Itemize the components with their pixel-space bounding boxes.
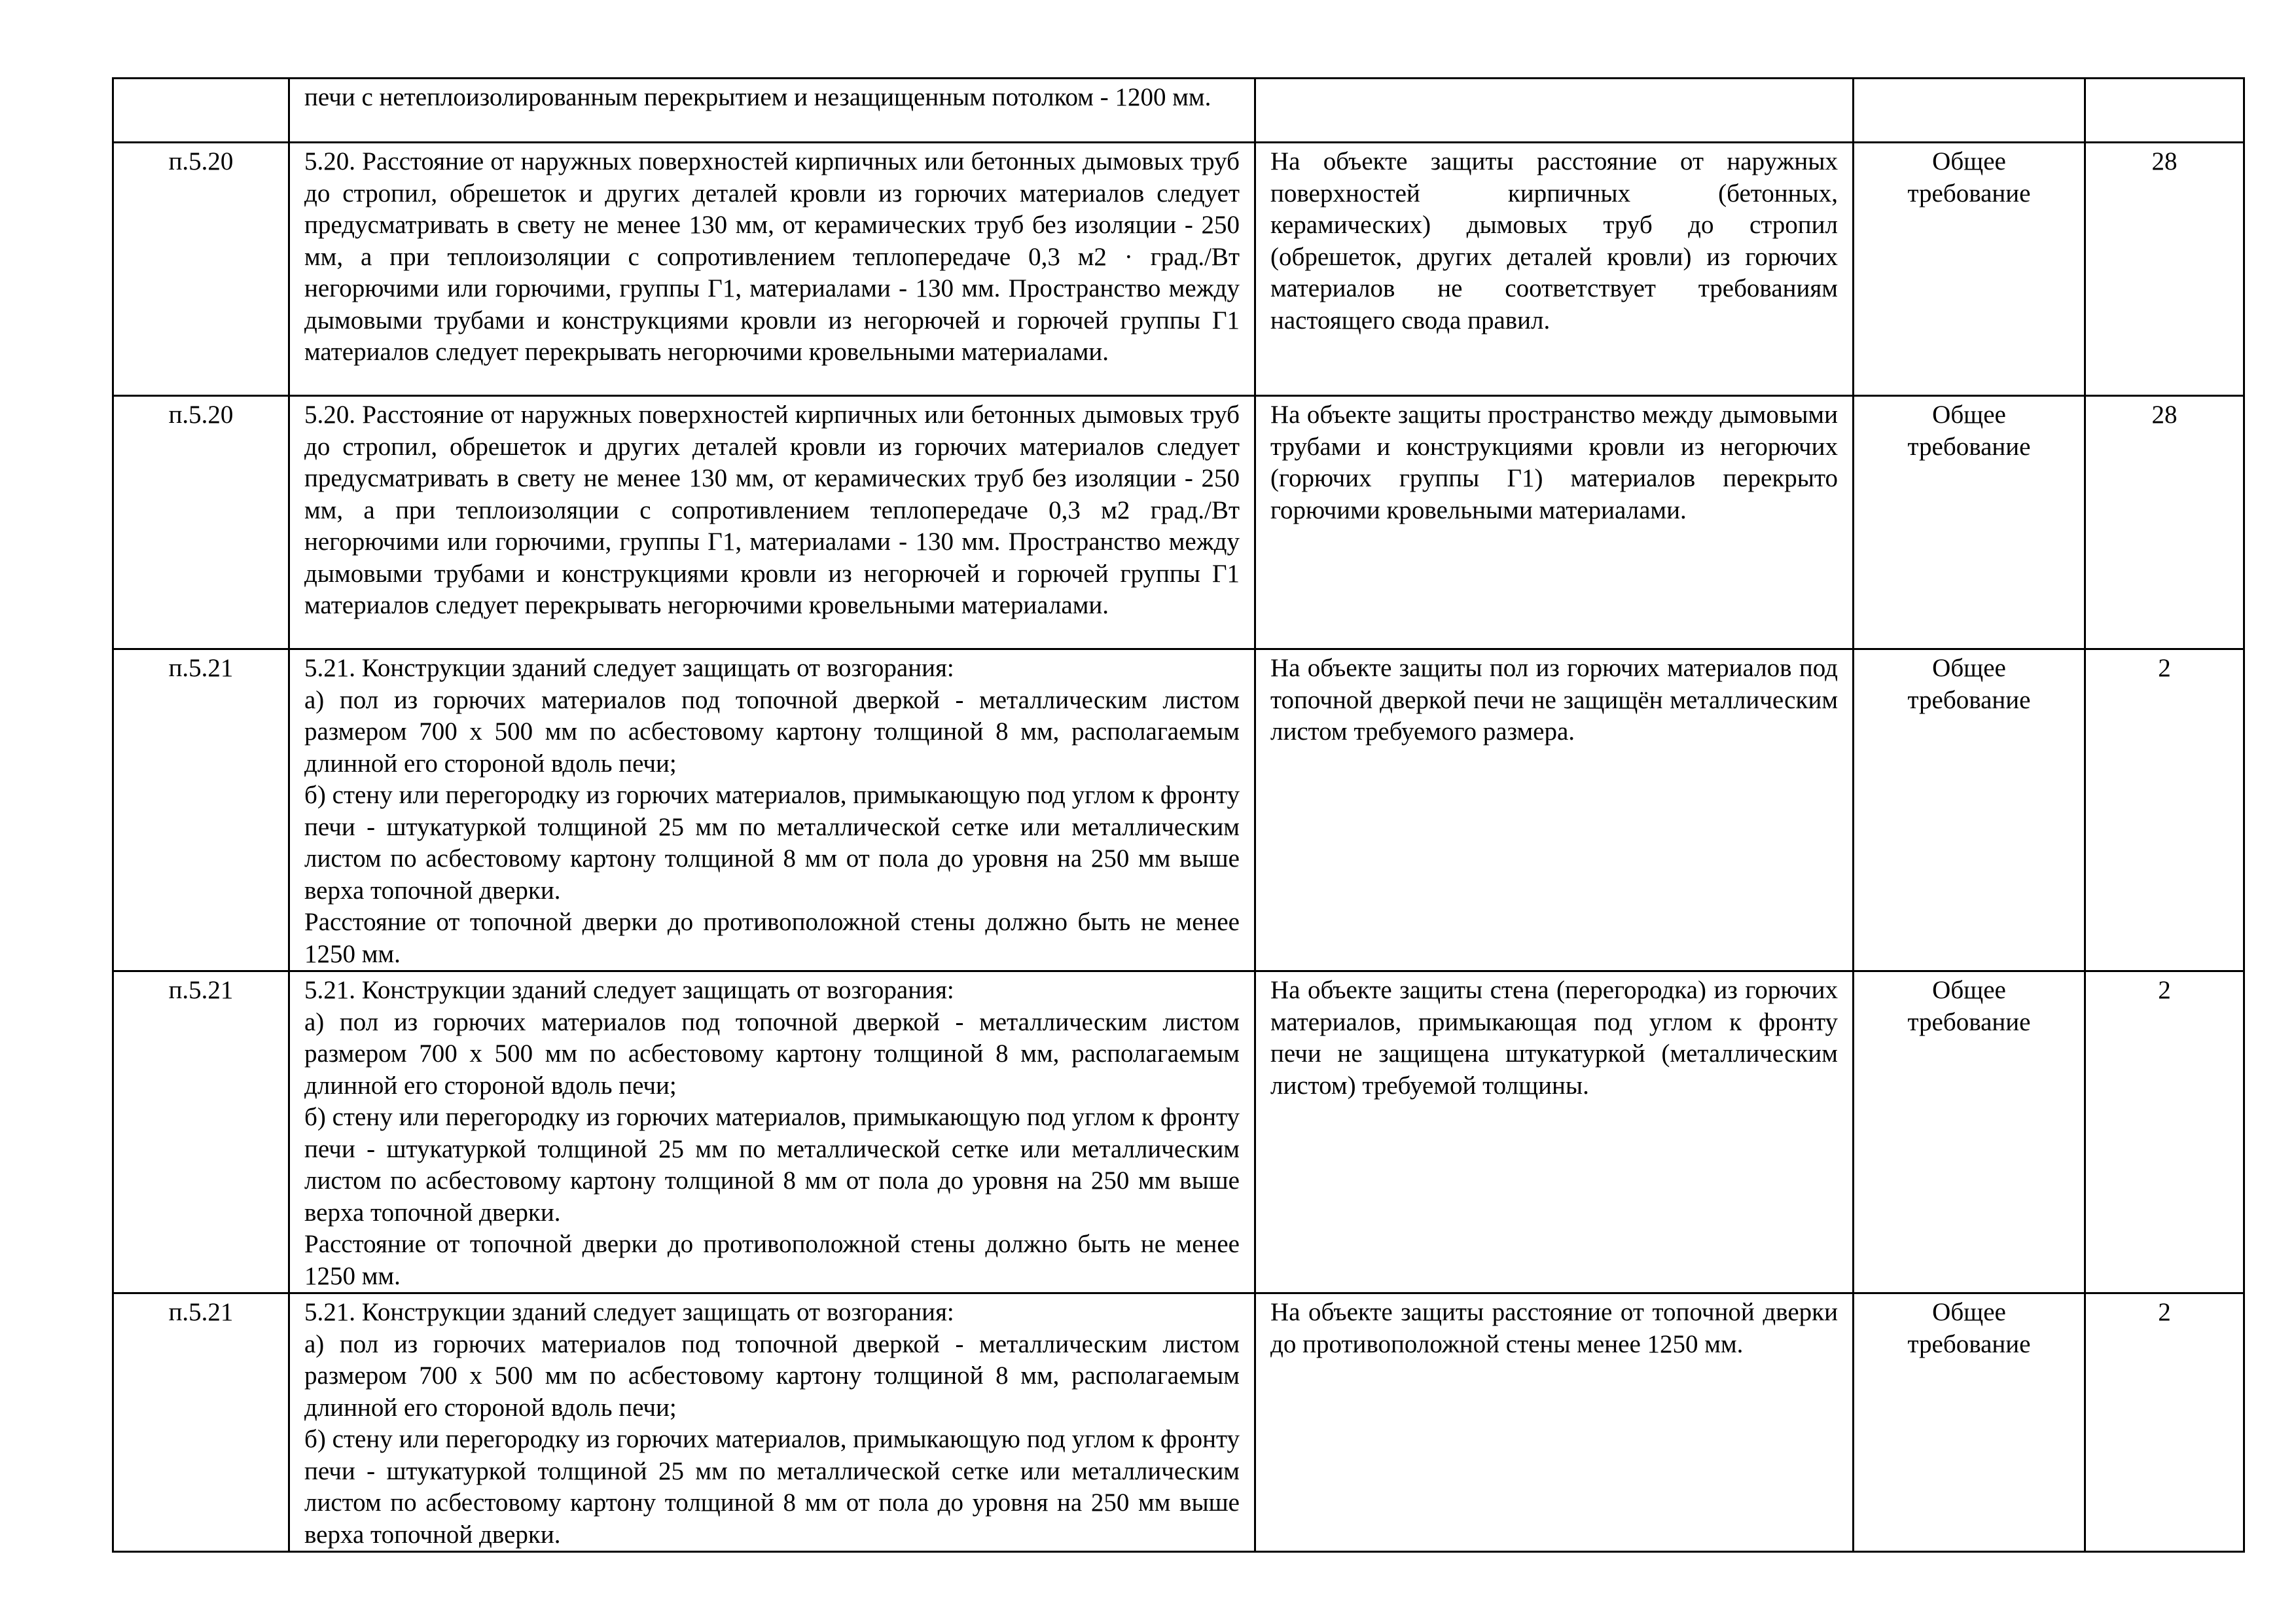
clause-cell: п.5.21 — [113, 649, 289, 971]
violation-cell: На объекте защиты расстояние от топочной дверки до противоположной стены менее 1250 мм. — [1255, 1293, 1854, 1552]
table-row — [113, 971, 2244, 1293]
clause-cell — [113, 79, 289, 143]
requirement-cell — [289, 396, 1255, 649]
requirement-type-cell: Общее требование — [1854, 1293, 2085, 1552]
table-row — [113, 79, 2244, 143]
requirement-paragraph: 5.21. Конструкции зданий следует защищать от возгорания: — [304, 976, 954, 1004]
requirement-paragraph: а) пол из горючих материалов под топочной дверкой - металлическим листом размером 700 х 500 мм по асбестовому картону толщиной 8 мм, располагаемым длинной его стороной вдоль печи; — [304, 1329, 1240, 1422]
requirement-type-cell: Общее требование — [1854, 396, 2085, 649]
clause-cell: п.5.21 — [113, 971, 289, 1293]
table-row — [113, 143, 2244, 396]
table-row — [113, 396, 2244, 649]
requirement-paragraph: 5.20. Расстояние от наружных поверхностей кирпичных или бетонных дымовых труб до стропил, обрешеток и других деталей кровли из горючих материалов следует предусматривать в свету не менее 130 мм, от керамических труб без изоляции - 250 мм, а при теплоизоляции с сопротивлением теплопередаче 0,3 м2 град./Вт негорючими или горючими, группы Г1, материалами - 130 мм. Пространство между дымовыми трубами и конструкциями кровли из негорючей и горючей группы Г1 материалов следует перекрывать негорючими кровельными материалами. — [304, 401, 1240, 619]
requirement-paragraph: б) стену или перегородку из горючих материалов, примыкающую под углом к фронту печи - штукатуркой толщиной 25 мм по металлической сетке или металлическим листом по асбестовому картону толщиной 8 мм от пола до уровня на 250 мм выше верха топочной дверки. — [304, 781, 1240, 905]
number-cell: 2 — [2085, 649, 2244, 971]
requirement-type-cell — [1854, 79, 2085, 143]
clause-cell: п.5.20 — [113, 396, 289, 649]
requirement-type-cell: Общее требование — [1854, 143, 2085, 396]
requirement-cell — [289, 971, 1255, 1293]
number-cell: 2 — [2085, 1293, 2244, 1552]
requirement-paragraph: б) стену или перегородку из горючих материалов, примыкающую под углом к фронту печи - штукатуркой толщиной 25 мм по металлической сетке или металлическим листом по асбестовому картону толщиной 8 мм от пола до уровня на 250 мм выше верха топочной дверки. — [304, 1103, 1240, 1227]
requirement-paragraph: 5.20. Расстояние от наружных поверхностей кирпичных или бетонных дымовых труб до стропил, обрешеток и других деталей кровли из горючих материалов следует предусматривать в свету не менее 130 мм, от керамических труб без изоляции - 250 мм, а при теплоизоляции с сопротивлением теплопередаче 0,3 м2 · град./Вт негорючими или горючими, группы Г1, материалами - 130 мм. Пространство между дымовыми трубами и конструкциями кровли из негорючей и горючей группы Г1 материалов следует перекрывать негорючими кровельными материалами. — [304, 147, 1240, 366]
requirement-type-cell: Общее требование — [1854, 649, 2085, 971]
violation-cell — [1255, 79, 1854, 143]
number-cell: 28 — [2085, 143, 2244, 396]
violation-cell: На объекте защиты стена (перегородка) из горючих материалов, примыкающая под углом к фронту печи не защищена штукатуркой (металлическим листом) требуемой толщины. — [1255, 971, 1854, 1293]
number-cell: 28 — [2085, 396, 2244, 649]
requirement-cell — [289, 1293, 1255, 1552]
requirement-paragraph: 5.21. Конструкции зданий следует защищать от возгорания: — [304, 654, 954, 682]
number-cell: 2 — [2085, 971, 2244, 1293]
table-row — [113, 649, 2244, 971]
violation-cell: На объекте защиты пол из горючих материалов под топочной дверкой печи не защищён металлическим листом требуемого размера. — [1255, 649, 1854, 971]
number-cell — [2085, 79, 2244, 143]
requirement-type-cell: Общее требование — [1854, 971, 2085, 1293]
requirement-paragraph: Расстояние от топочной дверки до противоположной стены должно быть не менее 1250 мм. — [304, 908, 1240, 968]
requirement-paragraph: печи с нетеплоизолированным перекрытием и незащищенным потолком - 1200 мм. — [304, 83, 1211, 111]
requirement-paragraph: а) пол из горючих материалов под топочной дверкой - металлическим листом размером 700 х 500 мм по асбестовому картону толщиной 8 мм, располагаемым длинной его стороной вдоль печи; — [304, 685, 1240, 778]
requirement-paragraph: а) пол из горючих материалов под топочной дверкой - металлическим листом размером 700 х 500 мм по асбестовому картону толщиной 8 мм, располагаемым длинной его стороной вдоль печи; — [304, 1007, 1240, 1100]
requirements-table — [112, 77, 2245, 1553]
clause-cell: п.5.20 — [113, 143, 289, 396]
requirement-cell — [289, 143, 1255, 396]
violation-cell: На объекте защиты расстояние от наружных поверхностей кирпичных (бетонных, керамических) дымовых труб до стропил (обрешеток, других деталей кровли) из горючих материалов не соответствует требованиям настоящего свода правил. — [1255, 143, 1854, 396]
requirement-cell — [289, 649, 1255, 971]
requirement-paragraph: 5.21. Конструкции зданий следует защищать от возгорания: — [304, 1298, 954, 1326]
clause-cell: п.5.21 — [113, 1293, 289, 1552]
violation-cell: На объекте защиты пространство между дымовыми трубами и конструкциями кровли из негорючих (горючих группы Г1) материалов перекрыто горючими кровельными материалами. — [1255, 396, 1854, 649]
requirement-cell — [289, 79, 1255, 143]
requirement-paragraph: б) стену или перегородку из горючих материалов, примыкающую под углом к фронту печи - штукатуркой толщиной 25 мм по металлической сетке или металлическим листом по асбестовому картону толщиной 8 мм от пола до уровня на 250 мм выше верха топочной дверки. — [304, 1425, 1240, 1549]
requirement-paragraph: Расстояние от топочной дверки до противоположной стены должно быть не менее 1250 мм. — [304, 1230, 1240, 1290]
table-row — [113, 1293, 2244, 1552]
